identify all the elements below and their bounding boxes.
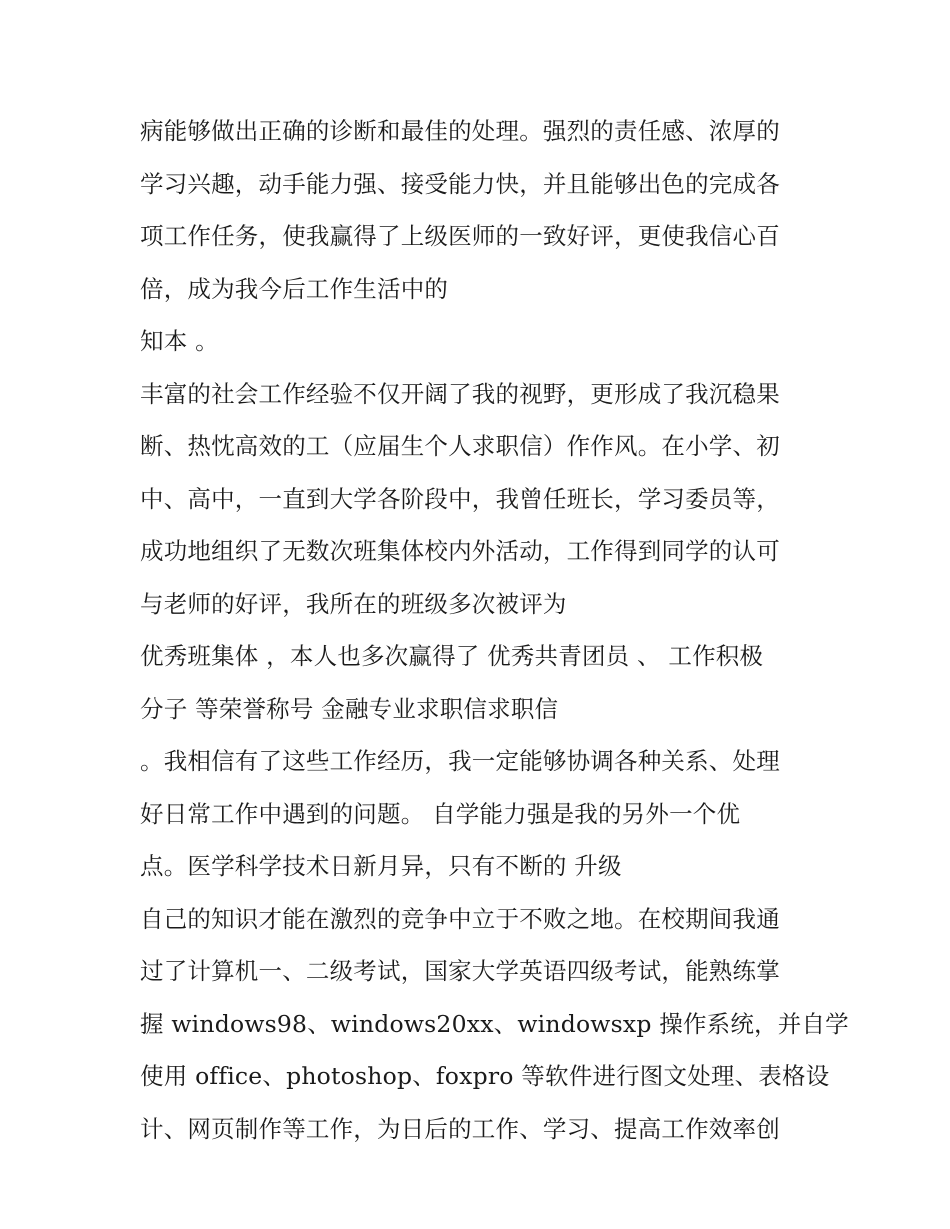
text-line: 分子 等荣誉称号 金融专业求职信求职信 — [140, 694, 559, 723]
text-line: 过了计算机一、二级考试，国家大学英语四级考试，能熟练掌 — [140, 957, 780, 985]
text-line: 点。医学科学技术日新月异，只有不断的 升级 — [140, 852, 622, 880]
text-line: 中、高中，一直到大学各阶段中，我曾任班长，学习委员等， — [140, 484, 780, 513]
text-line: 病能够做出正确的诊断和最佳的处理。强烈的责任感、浓厚的 — [140, 117, 780, 145]
text-line: 优秀班集体 ，本人也多次赢得了 优秀共青团员 、 工作积极 — [140, 642, 764, 670]
text-line: 倍，成为我今后工作生活中的 — [140, 274, 449, 303]
body-text — [140, 105, 849, 1155]
text-line: 。我相信有了这些工作经历，我一定能够协调各种关系、处理 — [140, 747, 780, 775]
text-line: 知本 。 — [140, 327, 219, 355]
text-line: 丰富的社会工作经验不仅开阔了我的视野，更形成了我沉稳果 — [140, 379, 780, 408]
text-line: 学习兴趣，动手能力强、接受能力快，并且能够出色的完成各 — [140, 169, 780, 198]
text-line: 握 windows98、windows20xx、windowsxp 操作系统，并自学 — [140, 1009, 849, 1038]
text-line: 使用 office、photoshop、foxpro 等软件进行图文处理、表格设 — [140, 1062, 830, 1090]
text-line: 成功地组织了无数次班集体校内外活动，工作得到同学的认可 — [140, 537, 780, 565]
text-line: 好日常工作中遇到的问题。 自学能力强是我的另外一个优 — [140, 799, 741, 828]
text-line: 断、热忱高效的工（应届生个人求职信）作作风。在小学、初 — [140, 432, 780, 460]
text-line: 项工作任务，使我赢得了上级医师的一致好评，更使我信心百 — [140, 222, 780, 250]
text-line: 自己的知识才能在激烈的竞争中立于不败之地。在校期间我通 — [140, 904, 780, 933]
text-line: 与老师的好评，我所在的班级多次被评为 — [140, 589, 567, 618]
text-line: 计、网页制作等工作，为日后的工作、学习、提高工作效率创 — [140, 1114, 780, 1143]
